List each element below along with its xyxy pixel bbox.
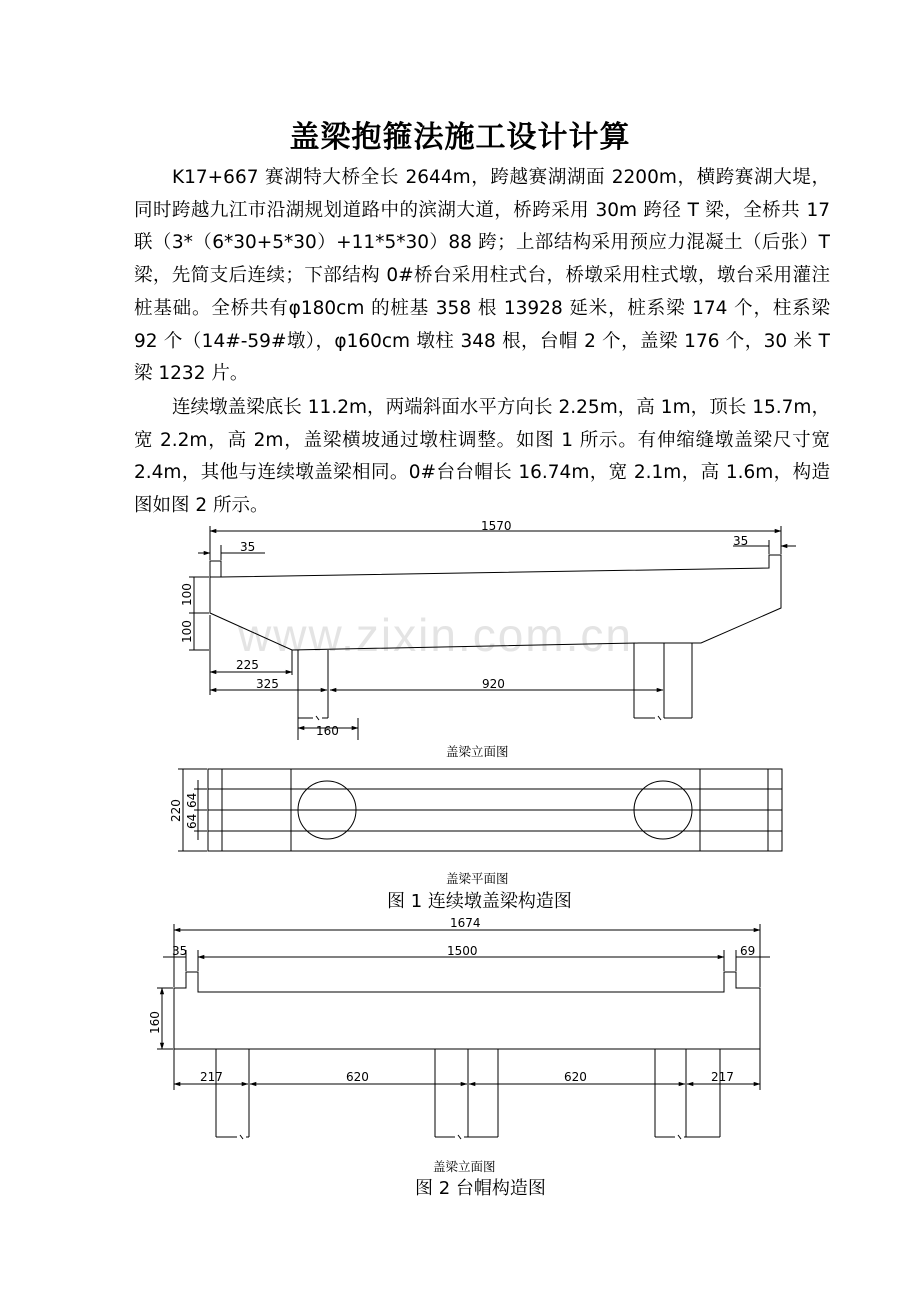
- figure1-plan-labels: [169, 793, 572, 912]
- figure2-caption: 图 2 台帽构造图: [415, 1178, 546, 1199]
- paragraph-intro: K17+667 赛湖特大桥全长 2644m，跨越赛湖湖面 2200m，横跨赛湖大堤，同时跨越九江市沿湖规划道路中的滨湖大道，桥跨采用 30m 跨径 T 梁，全桥共 17 联（3*（6*30+5*30）+11*5*30）88 跨；上部结构采用预应力混凝土（后张）T 梁，先简支后连续；下部结构 0#桥台采用柱式台，桥墩采用柱式墩，墩台采用灌注桩基础。全桥共有φ180cm 的桩基 358 根 13928 延米，桩系梁 174 个，柱系梁 92 个（14#-59#墩），φ160cm 墩柱 348 根，台帽 2 个，盖梁 176 个，30 米 T 梁 1232 片。: [134, 167, 830, 385]
- figure1-elevation: [189, 526, 796, 740]
- figure1-elevation-caption: 盖梁立面图: [446, 744, 509, 759]
- figure1-caption: 图 1 连续墩盖梁构造图: [387, 891, 572, 912]
- dim2-edge-right: 217: [711, 1070, 734, 1084]
- dim-plan-w1: 64: [185, 792, 199, 808]
- watermark: www.zixin.com.cn: [238, 609, 633, 661]
- dim2-edge-left: 217: [200, 1070, 223, 1084]
- dim-column-width: 160: [316, 724, 339, 738]
- dim2-middle: 1500: [447, 944, 478, 958]
- dim-right-notch: 35: [733, 534, 749, 548]
- dim-plan-w2: 64: [185, 813, 199, 829]
- figure1-plan: [178, 769, 782, 851]
- figure2-elevation-caption: 盖梁立面图: [433, 1159, 496, 1174]
- dim2-spacing2: 620: [564, 1070, 587, 1084]
- dim2-height: 160: [148, 1011, 162, 1034]
- dim2-spacing1: 620: [346, 1070, 369, 1084]
- dim-plan-width: 220: [169, 799, 183, 822]
- dim-slope-length: 225: [236, 658, 259, 672]
- dim-left-notch: 35: [240, 540, 256, 554]
- paragraph-dimensions: 连续墩盖梁底长 11.2m，两端斜面水平方向长 2.25m，高 1m，顶长 15.7m，宽 2.2m，高 2m，盖梁横坡通过墩柱调整。如图 1 所示。有伸缩缝墩盖梁尺寸宽 2.4m，其他与连续墩盖梁相同。0#台台帽长 16.74m，宽 2.1m，高 1.6m，构造图如图 2 所示。: [134, 397, 830, 517]
- figure1-plan-caption: 盖梁平面图: [446, 871, 509, 886]
- dim-total-length: 1570: [481, 519, 512, 533]
- dim-height-upper: 100: [180, 583, 194, 606]
- page-title: 盖梁抱箍法施工设计计算: [289, 120, 631, 155]
- dim2-right-notch: 69: [740, 944, 756, 958]
- figure2-labels: [148, 916, 755, 1199]
- dim2-total-length: 1674: [450, 916, 481, 930]
- dim-height-lower: 100: [180, 620, 194, 643]
- dim-edge-to-column: 325: [256, 677, 279, 691]
- dim2-left-notch: 35: [172, 944, 188, 958]
- figure1-elevation-labels: [180, 519, 748, 759]
- dim-column-spacing: 920: [482, 677, 505, 691]
